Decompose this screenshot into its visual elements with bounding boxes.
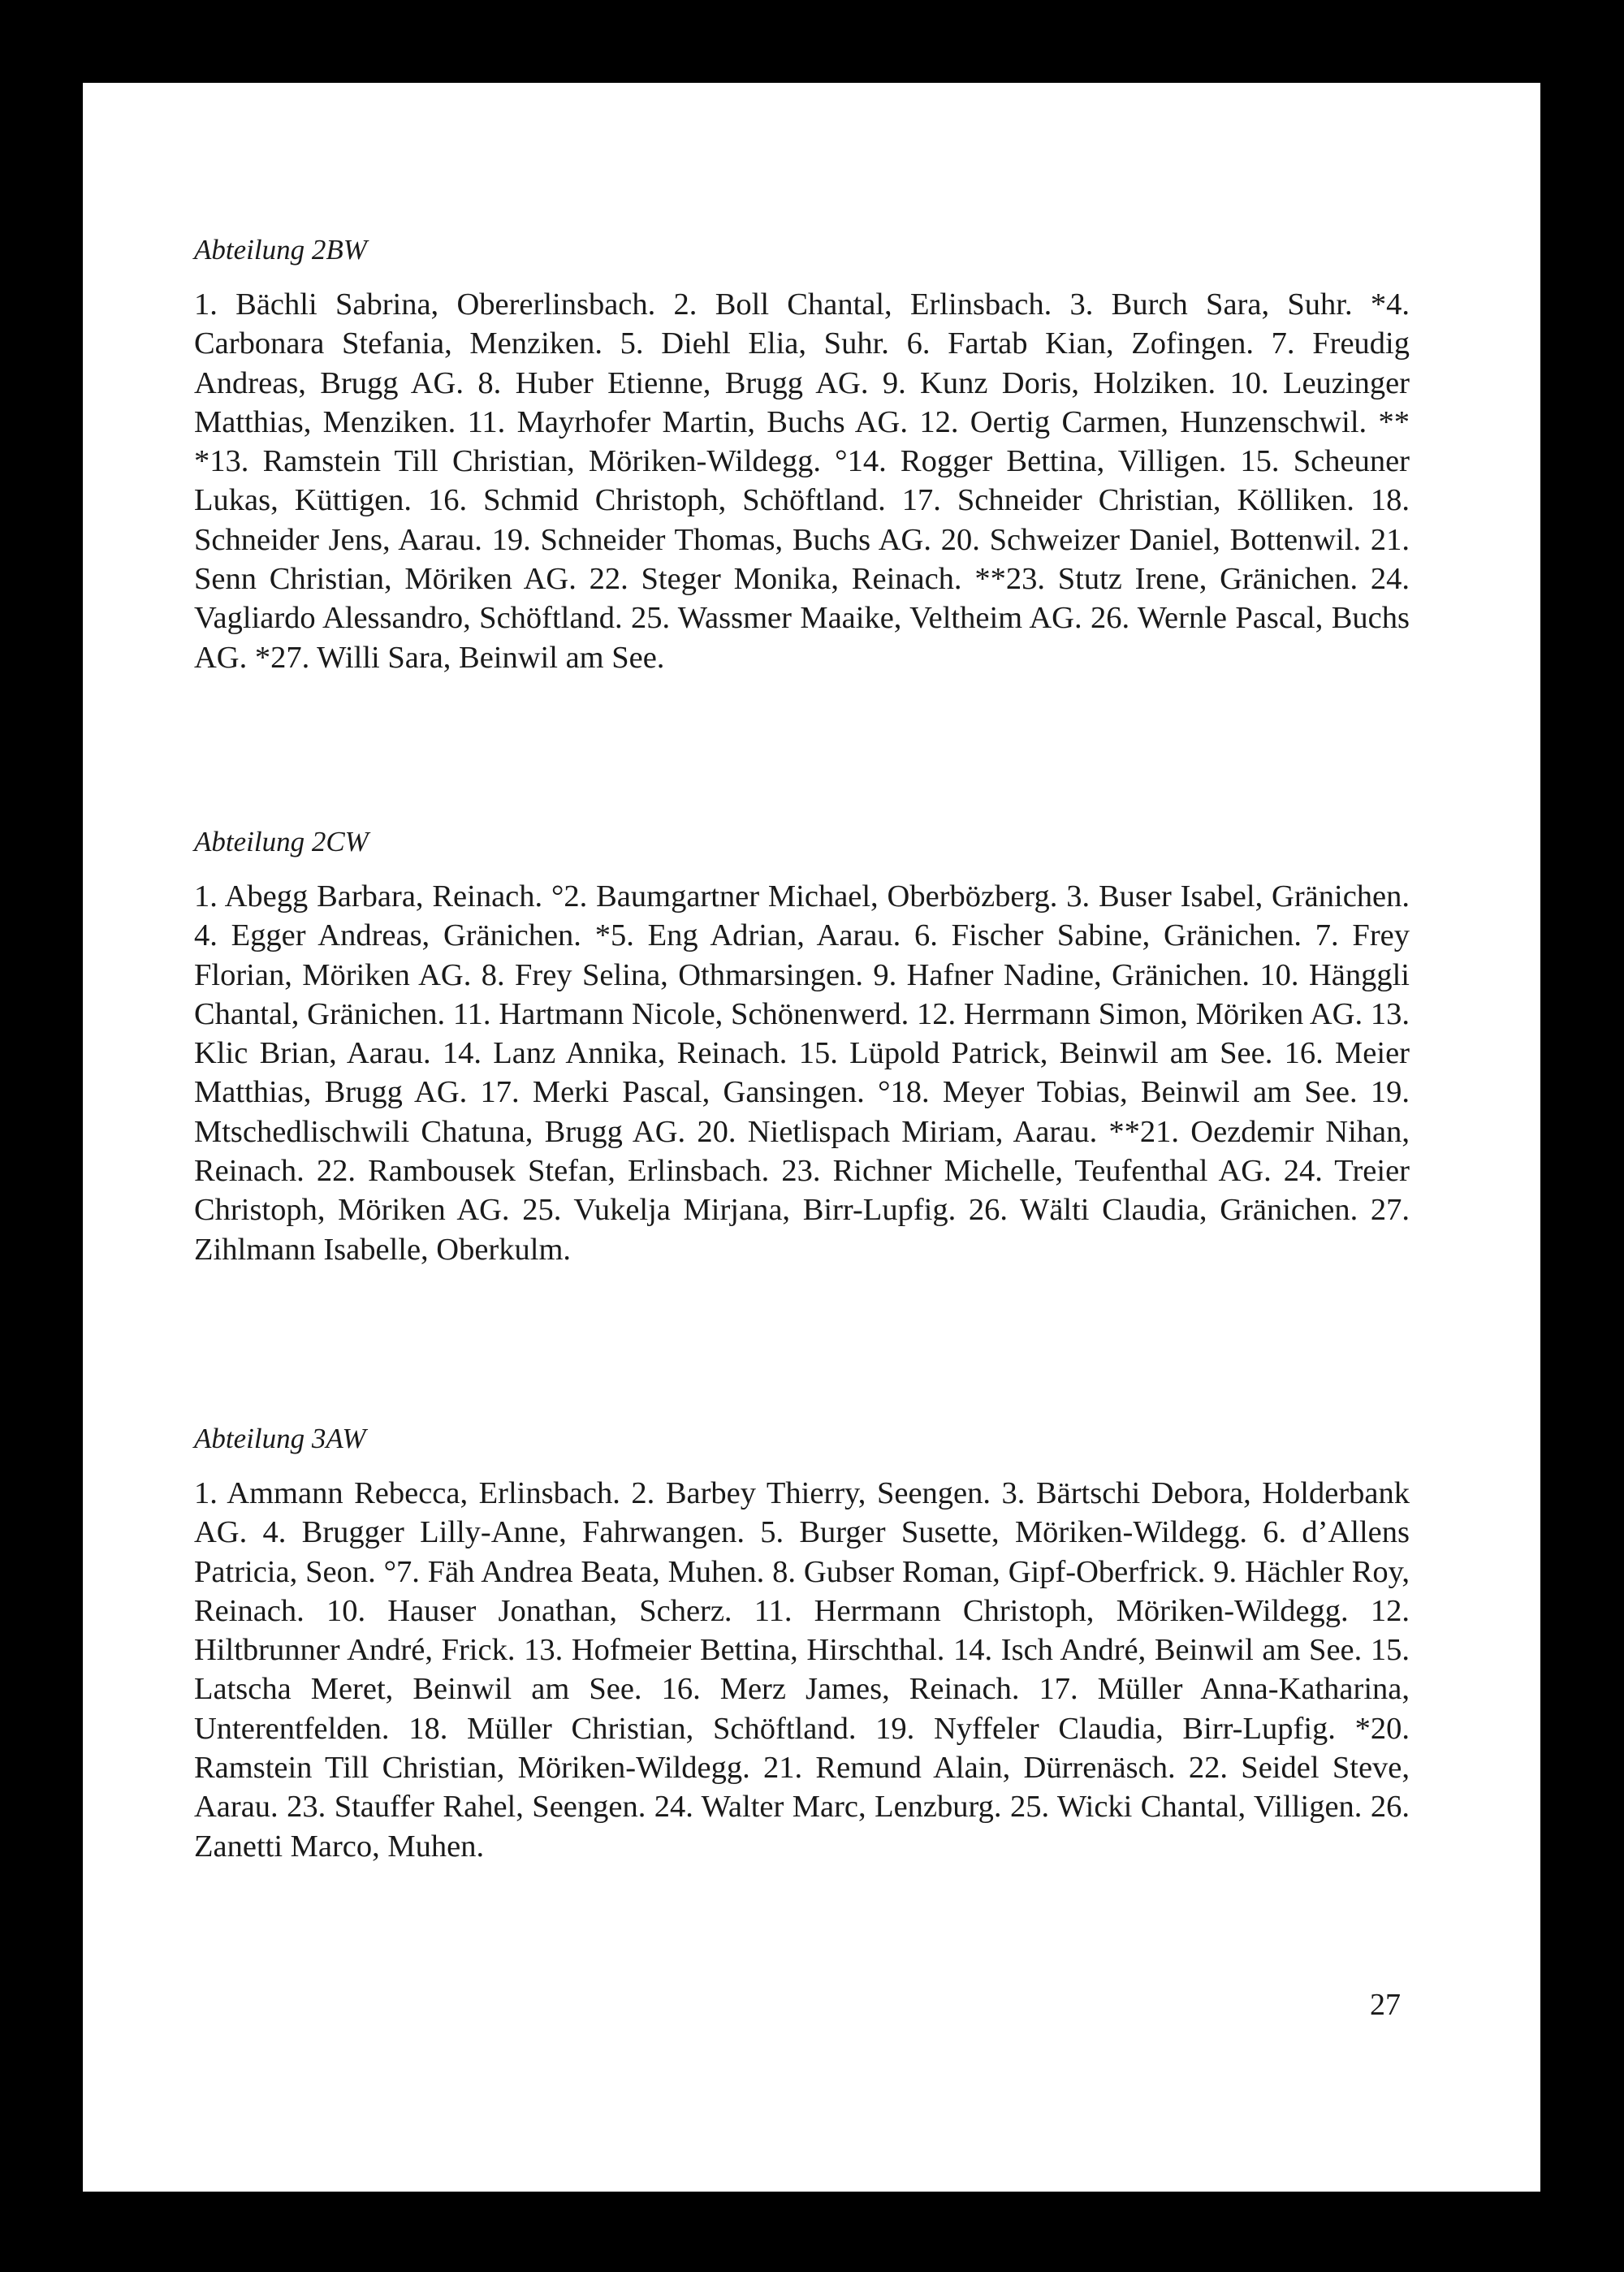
- section-body-2cw: 1. Abegg Barbara, Reinach. °2. Baumgartner Michael, Oberbözberg. 3. Buser Isabel, Gränichen. 4. Egger Andreas, Gränichen. *5. Eng Adrian, Aarau. 6. Fischer Sabine, Gränichen. 7. Frey Florian, Möriken AG. 8. Frey Selina, Othmarsingen. 9. Hafner Nadine, Gränichen. 10. Hänggli Chantal, Gränichen. 11. Hartmann Nicole, Schönenwerd. 12. Herrmann Simon, Möriken AG. 13. Klic Brian, Aarau. 14. Lanz Annika, Reinach. 15. Lüpold Patrick, Beinwil am See. 16. Meier Matthias, Brugg AG. 17. Merki Pascal, Gansingen. °18. Meyer Tobias, Beinwil am See. 19. Mtschedlischwili Chatuna, Brugg AG. 20. Nietlispach Miriam, Aarau. **21. Oezdemir Nihan, Reinach. 22. Rambousek Stefan, Erlinsbach. 23. Richner Michelle, Teufenthal AG. 24. Treier Christoph, Möriken AG. 25. Vukelja Mirjana, Birr-Lupfig. 26. Wälti Claudia, Gränichen. 27. Zihlmann Isabelle, Oberkulm.: [194, 879, 1410, 1267]
- document-page: [83, 83, 1540, 2192]
- page-number: 27: [1370, 1988, 1401, 2022]
- section-body-2bw: 1. Bächli Sabrina, Obererlinsbach. 2. Boll Chantal, Erlinsbach. 3. Burch Sara, Suhr. *4. Carbonara Stefania, Menziken. 5. Diehl Elia, Suhr. 6. Fartab Kian, Zofingen. 7. Freudig Andreas, Brugg AG. 8. Huber Etienne, Brugg AG. 9. Kunz Doris, Holziken. 10. Leuzinger Matthias, Menziken. 11. Mayrhofer Martin, Buchs AG. 12. Oertig Carmen, Hunzenschwil. ** *13. Ramstein Till Christian, Möriken-Wildegg. °14. Rogger Bettina, Villigen. 15. Scheuner Lukas, Küttigen. 16. Schmid Christoph, Schöftland. 17. Schneider Christian, Kölliken. 18. Schneider Jens, Aarau. 19. Schneider Thomas, Buchs AG. 20. Schweizer Daniel, Bottenwil. 21. Senn Christian, Möriken AG. 22. Steger Monika, Reinach. **23. Stutz Irene, Gränichen. 24. Vagliardo Alessandro, Schöftland. 25. Wassmer Maaike, Veltheim AG. 26. Wernle Pascal, Buchs AG. *27. Willi Sara, Beinwil am See.: [194, 287, 1410, 675]
- section-heading-3aw: Abteilung 3AW: [194, 1423, 366, 1454]
- section-heading-2cw: Abteilung 2CW: [194, 826, 369, 857]
- section-body-3aw: 1. Ammann Rebecca, Erlinsbach. 2. Barbey Thierry, Seengen. 3. Bärtschi Debora, Holderbank AG. 4. Brugger Lilly-Anne, Fahrwangen. 5. Burger Susette, Möriken-Wildegg. 6. d’Allens Patricia, Seon. °7. Fäh Andrea Beata, Muhen. 8. Gubser Roman, Gipf-Oberfrick. 9. Hächler Roy, Reinach. 10. Hauser Jonathan, Scherz. 11. Herrmann Christoph, Möriken-Wildegg. 12. Hiltbrunner André, Frick. 13. Hofmeier Bettina, Hirschthal. 14. Isch André, Beinwil am See. 15. Latscha Meret, Beinwil am See. 16. Merz James, Reinach. 17. Müller Anna-Katharina, Unterentfelden. 18. Müller Christian, Schöftland. 19. Nyffeler Claudia, Birr-Lupfig. *20. Ramstein Till Christian, Möriken-Wildegg. 21. Remund Alain, Dürrenäsch. 22. Seidel Steve, Aarau. 23. Stauffer Rahel, Seengen. 24. Walter Marc, Lenzburg. 25. Wicki Chantal, Villigen. 26. Zanetti Marco, Muhen.: [194, 1476, 1410, 1864]
- section-heading-2bw: Abteilung 2BW: [194, 234, 367, 266]
